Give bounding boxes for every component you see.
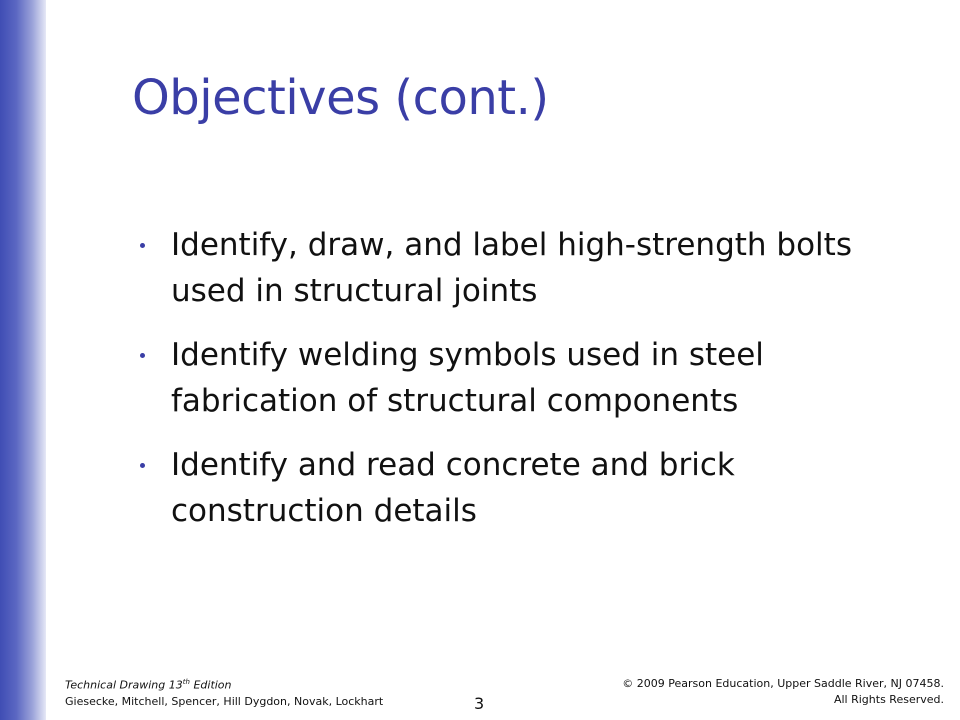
book-title xyxy=(65,674,383,694)
book-title-prefix: Technical Drawing 13 xyxy=(65,678,183,692)
book-title-suffix: Edition xyxy=(189,678,232,692)
bullet-dot-icon xyxy=(140,463,145,468)
book-authors: Giesecke, Mitchell, Spencer, Hill Dygdon, Novak, Lockhart xyxy=(65,694,384,708)
footer-copyright xyxy=(622,676,944,708)
bullet-dot-icon xyxy=(140,353,145,358)
page-number: 3 xyxy=(474,694,485,713)
bullet-list xyxy=(138,222,918,552)
copyright-line-2: All Rights Reserved. xyxy=(833,693,944,706)
book-title-superscript: th xyxy=(182,678,190,686)
bullet-text: Identify welding symbols used in steel fabrication of structural components xyxy=(171,337,764,419)
copyright-line-1: © 2009 Pearson Education, Upper Saddle River, NJ 07458. xyxy=(622,677,944,690)
left-gradient-band xyxy=(0,0,46,720)
bullet-item xyxy=(138,332,918,424)
bullet-item xyxy=(138,222,918,314)
bullet-text: Identify, draw, and label high-strength bolts used in structural joints xyxy=(171,227,852,309)
bullet-item xyxy=(138,442,918,534)
slide-title: Objectives (cont.) xyxy=(132,70,549,126)
footer-book-info xyxy=(65,674,383,710)
bullet-dot-icon xyxy=(140,243,145,248)
bullet-text: Identify and read concrete and brick construction details xyxy=(171,447,735,529)
